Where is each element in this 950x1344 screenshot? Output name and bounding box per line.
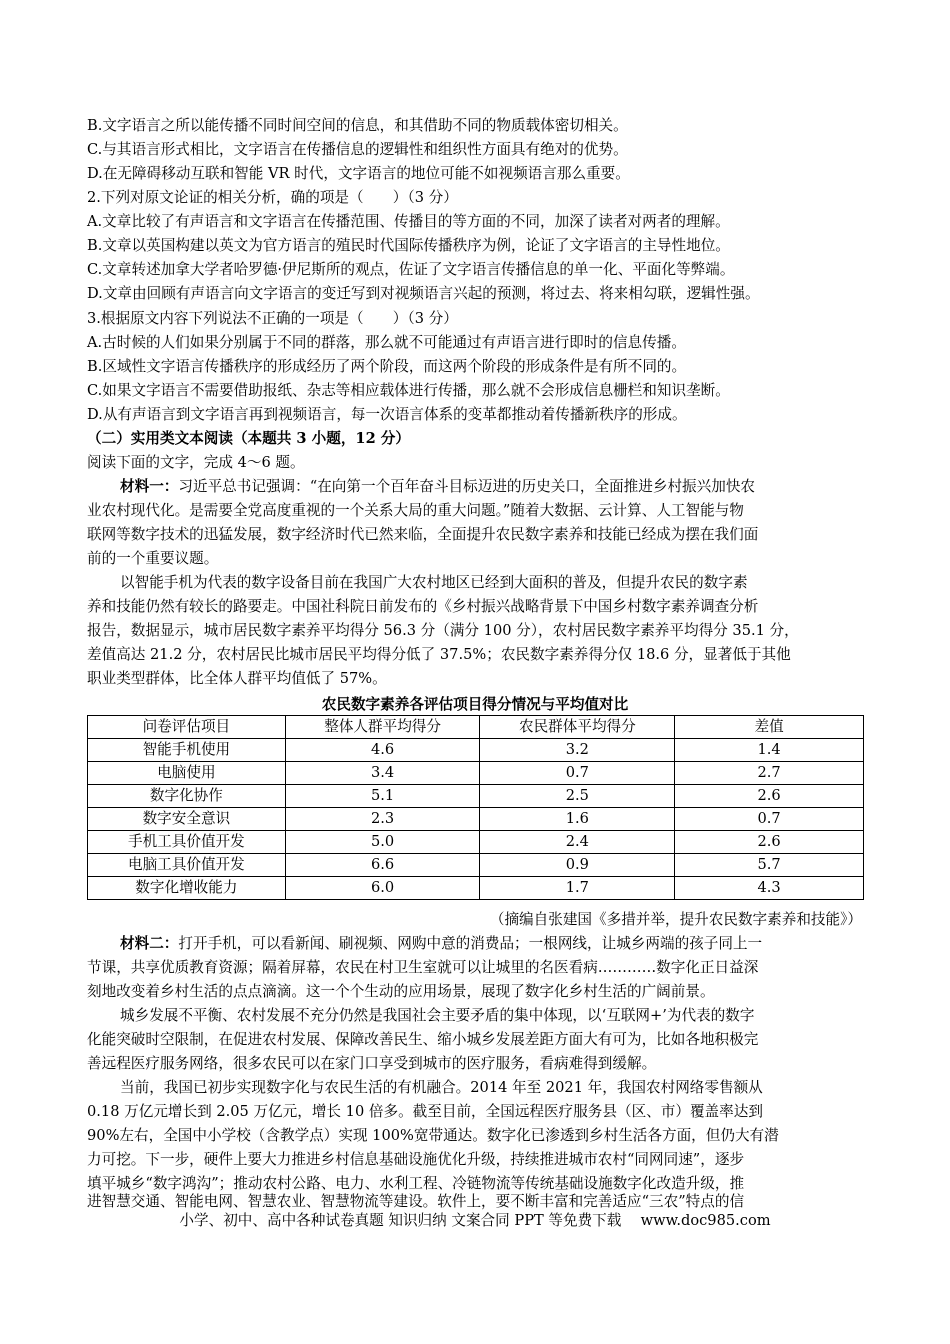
table-cell: 2.6 [675, 785, 864, 808]
table-row [88, 831, 864, 854]
table-header-cell: 问卷评估项目 [88, 716, 286, 739]
q1-option-c: C.与其语言形式相比，文字语言在传播信息的逻辑性和组织性方面具有绝对的优势。 [87, 141, 628, 158]
material1-line: 养和技能仍然有较长的路要走。中国社科院日前发布的《乡村振兴战略背景下中国乡村数字素养调查分析 [87, 598, 759, 615]
material1-line: 差值高达 21.2 分，农村居民比城市居民平均得分低了 37.5%；农民数字素养得分仅 18.6 分，显著低于其他 [87, 646, 791, 663]
table-row [88, 808, 864, 831]
material2-line: 善远程医疗服务网络，很多农民可以在家门口享受到城市的医疗服务，看病难得到缓解。 [87, 1055, 657, 1072]
table-cell: 1.4 [675, 739, 864, 762]
table-cell: 3.4 [285, 762, 480, 785]
table-cell: 0.9 [480, 854, 675, 877]
table-row [88, 739, 864, 762]
material1-line: 报告，数据显示，城市居民数字素养平均得分 56.3 分（满分 100 分），农村居民数字素养平均得分 35.1 分， [87, 622, 799, 639]
table-cell: 2.5 [480, 785, 675, 808]
q2-option-c: C.文章转述加拿大学者哈罗德·伊尼斯所的观点，佐证了文字语言传播信息的单一化、平面化等弊端。 [87, 261, 735, 278]
table-header-cell: 差值 [675, 716, 864, 739]
table-cell: 2.6 [675, 831, 864, 854]
material1-line: 业农村现代化。是需要全党高度重视的一个关系大局的重大问题。”随着大数据、云计算、人工智能与物 [87, 502, 744, 519]
score-comparison-table [87, 715, 864, 900]
table-title: 农民数字素养各评估项目得分情况与平均值对比 [321, 696, 629, 713]
section-instruction: 阅读下面的文字，完成 4～6 题。 [87, 454, 305, 471]
table-cell: 5.1 [285, 785, 480, 808]
table-cell: 手机工具价值开发 [88, 831, 286, 854]
table-cell: 数字化协作 [88, 785, 286, 808]
footer-banner: 小学、初中、高中各种试卷真题 知识归纳 文案合同 PPT 等免费下载 www.doc985.com [179, 1212, 771, 1229]
table-cell: 5.0 [285, 831, 480, 854]
material1-line: 职业类型群体，比全体人群平均值低了 57%。 [87, 670, 387, 687]
table-header-cell: 整体人群平均得分 [285, 716, 480, 739]
table-cell: 5.7 [675, 854, 864, 877]
table-cell: 1.7 [480, 877, 675, 900]
q1-option-d: D.在无障碍移动互联和智能 VR 时代，文字语言的地位可能不如视频语言那么重要。 [87, 165, 630, 182]
table-cell: 6.6 [285, 854, 480, 877]
table-cell: 数字化增收能力 [88, 877, 286, 900]
table-cell: 6.0 [285, 877, 480, 900]
material1-line [120, 476, 910, 498]
material2-line: 90%左右，全国中小学校（含教学点）实现 100%宽带通达。数字化已渗透到乡村生活各方面，但仍大有潜 [87, 1127, 779, 1144]
q3-option-d: D.从有声语言到文字语言再到视频语言，每一次语言体系的变革都推动着传播新秩序的形成。 [87, 406, 687, 423]
material1-line: 以智能手机为代表的数字设备目前在我国广大农村地区已经到大面积的普及，但提升农民的数字素 [120, 574, 748, 591]
table-cell: 4.3 [675, 877, 864, 900]
table-cell: 3.2 [480, 739, 675, 762]
q2-stem: 2.下列对原文论证的相关分析，确的项是（ ）（3 分） [87, 189, 458, 206]
material2-line: 刻地改变着乡村生活的点点滴滴。这一个个生动的应用场景，展现了数字化乡村生活的广阔前景。 [87, 983, 715, 1000]
table-cell: 1.6 [480, 808, 675, 831]
material2-line: 节课，共享优质教育资源；隔着屏幕，农民在村卫生室就可以让城里的名医看病…………数字化正日益深 [87, 959, 759, 976]
material2-line: 城乡发展不平衡、农村发展不充分仍然是我国社会主要矛盾的集中体现，以‘互联网+’为代表的数字 [120, 1007, 755, 1024]
table-cell: 电脑使用 [88, 762, 286, 785]
material2-line: 填平城乡“数字鸿沟”；推动农村公路、电力、水利工程、冷链物流等传统基础设施数字化改造升级，推 [87, 1175, 745, 1192]
table-cell: 2.4 [480, 831, 675, 854]
q3-option-c: C.如果文字语言不需要借助报纸、杂志等相应载体进行传播，那么就不会形成信息栅栏和知识垄断。 [87, 382, 730, 399]
q1-option-b: B.文字语言之所以能传播不同时间空间的信息，和其借助不同的物质载体密切相关。 [87, 117, 628, 134]
table-header-cell: 农民群体平均得分 [480, 716, 675, 739]
table-cell: 智能手机使用 [88, 739, 286, 762]
material2-line: 进智慧交通、智能电网、智慧农业、智慧物流等建设。软件上，要不断丰富和完善适应“三农”特点的信 [87, 1193, 745, 1210]
table-cell: 2.3 [285, 808, 480, 831]
source-citation: （摘编自张建国《多措并举，提升农民数字素养和技能》） [489, 911, 862, 928]
material1-line: 联网等数字技术的迅猛发展，数字经济时代已然来临，全面提升农民数字素养和技能已经成为摆在我们面 [87, 526, 759, 543]
material1-text: 习近平总书记强调：“在向第一个百年奋斗目标迈进的历史关口，全面推进乡村振兴加快农 [178, 478, 756, 495]
material2-line: 力可挖。下一步，硬件上要大力推进乡村信息基础设施优化升级，持续推进城市农村“同网同速”，逐步 [87, 1151, 745, 1168]
material2-line: 化能突破时空限制，在促进农村发展、保障改善民生、缩小城乡发展差距方面大有可为，比如各地积极完 [87, 1031, 759, 1048]
table-row [88, 877, 864, 900]
q3-option-b: B.区域性文字语言传播秩序的形成经历了两个阶段，而这两个阶段的形成条件是有所不同的。 [87, 358, 687, 375]
q2-option-b: B.文章以英国构建以英文为官方语言的殖民时代国际传播秩序为例，论证了文字语言的主导性地位。 [87, 237, 730, 254]
material1-line: 前的一个重要议题。 [87, 550, 219, 567]
material2-line [120, 933, 910, 955]
table-cell: 0.7 [480, 762, 675, 785]
table-row [88, 785, 864, 808]
material2-text: 打开手机，可以看新闻、刷视频、网购中意的消费品；一根网线，让城乡两端的孩子同上一 [178, 935, 763, 952]
q3-option-a: A.古时候的人们如果分别属于不同的群落，那么就不可能通过有声语言进行即时的信息传播。 [87, 334, 686, 351]
q3-stem: 3.根据原文内容下列说法不正确的一项是（ ）（3 分） [87, 310, 458, 327]
q2-option-d: D.文章由回顾有声语言向文字语言的变迁写到对视频语言兴起的预测，将过去、将来相勾联，逻辑性强。 [87, 285, 760, 302]
table-cell: 电脑工具价值开发 [88, 854, 286, 877]
table-cell: 数字安全意识 [88, 808, 286, 831]
q2-option-a: A.文章比较了有声语言和文字语言在传播范围、传播目的等方面的不同，加深了读者对两者的理解。 [87, 213, 730, 230]
table-cell: 2.7 [675, 762, 864, 785]
table-cell: 4.6 [285, 739, 480, 762]
material2-line: 当前，我国已初步实现数字化与农民生活的有机融合。2014 年至 2021 年，我国农村网络零售额从 [120, 1079, 763, 1096]
material2-line: 0.18 万亿元增长到 2.05 万亿元，增长 10 倍多。截至目前，全国远程医疗服务县（区、市）覆盖率达到 [87, 1103, 763, 1120]
section-heading: （二）实用类文本阅读（本题共 3 小题，12 分） [87, 430, 410, 447]
material2-label: 材料二： [120, 935, 179, 952]
table-row [88, 762, 864, 785]
table-cell: 0.7 [675, 808, 864, 831]
table-header-row [88, 716, 864, 739]
table-row [88, 854, 864, 877]
material1-label: 材料一： [120, 478, 179, 495]
